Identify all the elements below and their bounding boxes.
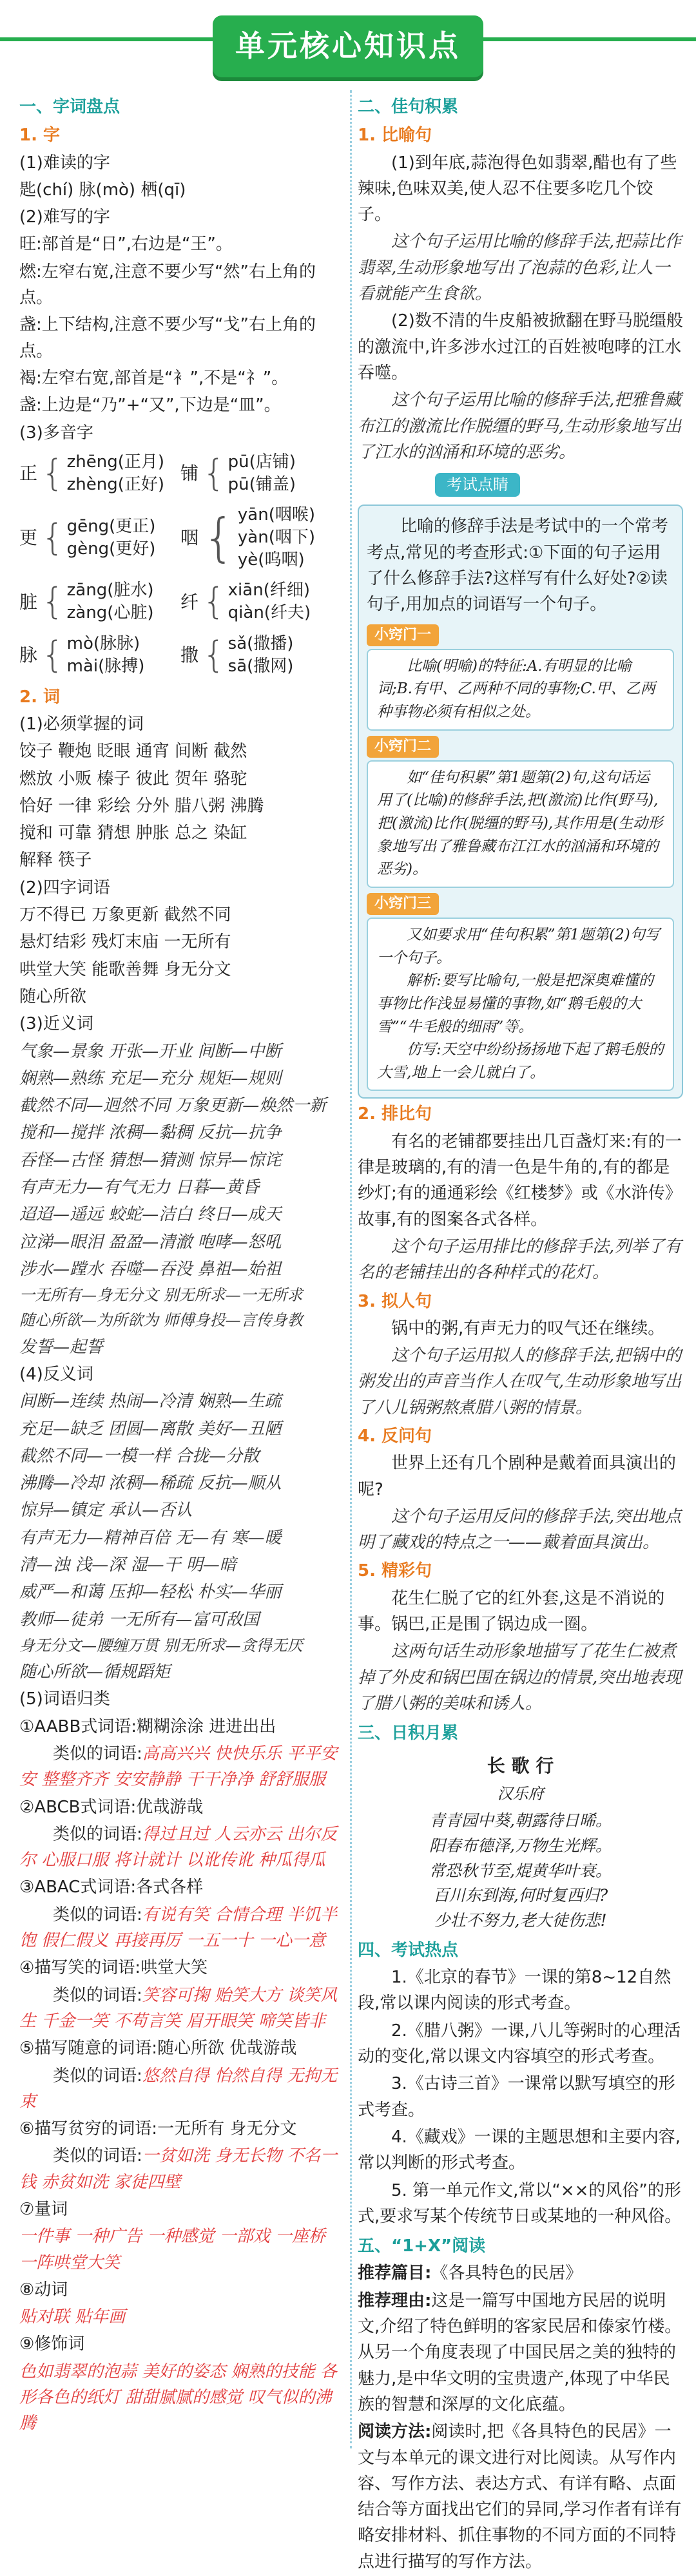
poem-line: 百川东到海,何时复西归? bbox=[432, 1886, 608, 1905]
polyphone: 咽 { yān(咽喉) yàn(咽下) yè(呜咽) bbox=[180, 505, 316, 570]
text: (2)四字词语 bbox=[19, 878, 110, 898]
word-row: 有声无力—有气无力 日暮—黄昏 bbox=[19, 1178, 260, 1198]
text: (3)多音字 bbox=[19, 423, 93, 443]
hotspot-item: 3.《古诗三首》一课常以默写填空的形式考查。 bbox=[358, 2074, 675, 2120]
section-title: 四、考试热点 bbox=[358, 1940, 459, 1960]
analysis: 这个句子运用比喻的修辞手法,把蒜比作翡翠,生动形象地写出了泡蒜的色彩,让人一看就能产生食欲。 bbox=[358, 232, 682, 304]
group-examples: 贴对联 贴年画 bbox=[19, 2307, 126, 2327]
tip-content: 比喻(明喻)的特征:A.有明显的比喻词;B.有甲、乙两种不同的事物;C.甲、乙两种事物必须有相似之处。 bbox=[367, 649, 674, 731]
poem-line: 常恐秋节至,焜黄华叶衰。 bbox=[429, 1861, 612, 1880]
word-row: 惊异—镇定 承认—否认 bbox=[19, 1501, 193, 1521]
word-row: 娴熟—熟练 充足—充分 规矩—规则 bbox=[19, 1068, 282, 1088]
tip-content: 又如要求用“佳句积累”第1题第(2)句写一个句子。 解析:要写比喻句,一般是把深奥难懂的事物比作浅显易懂的事物,如“鹅毛般的大雪”“牛毛般的细雨”等。 仿写:天空中纷纷扬扬地下起了鹅毛般的大雪,地上一会儿就白了。 bbox=[367, 918, 674, 1091]
tip-label: 小窍门三 bbox=[367, 893, 439, 915]
group-title: ⑦量词 bbox=[19, 2200, 68, 2219]
poem-line: 青青园中葵,朝露待日晞。 bbox=[429, 1811, 612, 1831]
subsection-title: 5. 精彩句 bbox=[358, 1561, 432, 1581]
word-row: 教师—徒弟 一无所有—富可敌国 bbox=[19, 1610, 260, 1629]
tip-label: 小窍门一 bbox=[367, 624, 439, 646]
word-row: 万不得已 万象更新 截然不同 bbox=[19, 905, 231, 925]
text: 盏:上边是“乃”+“又”,下边是“皿”。 bbox=[19, 396, 281, 416]
exam-tip-text: 比喻的修辞手法是考试中的一个常考考点,常见的考查形式:①下面的句子运用了什么修辞手法?这样写有什么好处?②读句子,用加点的词语写一个句子。 bbox=[367, 517, 669, 615]
poem-line: 少壮不努力,老大徒伤悲! bbox=[434, 1911, 607, 1930]
word-row: 悬灯结彩 残灯末庙 一无所有 bbox=[19, 932, 231, 952]
word-row: 截然不同—迥然不同 万象更新—焕然一新 bbox=[19, 1096, 327, 1116]
word-row: 涉水—蹚水 吞噬—吞没 鼻祖—始祖 bbox=[19, 1259, 282, 1279]
group-examples: 色如翡翠的泡蒜 美好的姿态 娴熟的技能 各形各色的纸灯 甜甜腻腻的感觉 叹气似的沸腾 bbox=[19, 2361, 337, 2434]
word-row: 发誓—起誓 bbox=[19, 1337, 104, 1357]
word-row: 搅和—搅拌 浓稠—黏稠 反抗—抗争 bbox=[19, 1123, 282, 1143]
reading-item: 推荐篇目:《各具特色的民居》 bbox=[358, 2264, 583, 2283]
column-divider bbox=[350, 90, 352, 2448]
text: (4)反义词 bbox=[19, 1364, 93, 1384]
banner-right-line bbox=[483, 37, 696, 41]
word-row: 饺子 鞭炮 眨眼 通宵 间断 截然 bbox=[19, 742, 247, 762]
polyphone: 纤 { xiān(纤细) qiàn(纤夫) bbox=[180, 581, 311, 623]
word-row: 身无分文—腰缠万贯 别无所求—贪得无厌 bbox=[19, 1636, 303, 1655]
example-sentence: 锅中的粥,有声无力的叹气还在继续。 bbox=[391, 1318, 665, 1338]
group-title: ②ABCB式词语:优哉游哉 bbox=[19, 1797, 204, 1817]
example-sentence: 世界上还有几个剧种是戴着面具演出的呢? bbox=[358, 1454, 677, 1499]
word-row: 充足—缺乏 团圆—离散 美好—丑陋 bbox=[19, 1419, 282, 1439]
polyphone: 脉 { mò(脉脉) mài(脉搏) bbox=[19, 633, 145, 676]
subsection-title: 4. 反问句 bbox=[358, 1426, 432, 1446]
word-row: 威严—和蔼 压抑—轻松 朴实—华丽 bbox=[19, 1582, 282, 1602]
text: 燃:左窄右宽,注意不要少写“然”右上角的点。 bbox=[19, 262, 316, 308]
polyphone: 铺 { pū(店铺) pū(铺盖) bbox=[180, 452, 296, 494]
polyphone: 更 { gēng(更正) gèng(更好) bbox=[19, 516, 156, 559]
word-row: 沸腾—冷却 浓稠—稀疏 反抗—顺从 bbox=[19, 1474, 282, 1494]
word-row: 泣涕—眼泪 盈盈—清澈 咆哮—怒吼 bbox=[19, 1232, 282, 1252]
section-title: 二、佳句积累 bbox=[358, 97, 459, 117]
right-column bbox=[358, 90, 683, 2576]
reading-item: 阅读方法:阅读时,把《各具特色的民居》一文与本单元的课文进行对比阅读。从写作内容、写作方法、表达方式、有详有略、点面结合等方面找出它们的异同,学习作者有详有略安排材料、抓住事物的不同方面的不同特点进行描写的写作方法。 bbox=[358, 2422, 682, 2571]
example-sentence: (1)到年底,蒜泡得色如翡翠,醋也有了些辣味,色味双美,使人忍不住要多吃几个饺子。 bbox=[358, 153, 677, 225]
word-row: 哄堂大笑 能歌善舞 身无分文 bbox=[19, 959, 231, 979]
group-examples: 类似的词语:有说有笑 合情合理 半饥半饱 假仁假义 再接再厉 一五一十 一心一意 bbox=[19, 1905, 338, 1951]
text: 旺:部首是“日”,右边是“王”。 bbox=[19, 235, 233, 255]
poem-title: 长 歌 行 bbox=[487, 1754, 554, 1776]
polyphone: 脏 { zāng(脏水) zàng(心脏) bbox=[19, 581, 154, 623]
hotspot-item: 5. 第一单元作文,常以“××的风俗”的形式,要求写某个传统节日或某地的一种风俗。 bbox=[358, 2180, 682, 2226]
group-examples: 类似的词语:笑容可掬 贻笑大方 谈笑风生 千金一笑 不苟言笑 眉开眼笑 啼笑皆非 bbox=[19, 1985, 338, 2031]
example-sentence: (2)数不清的牛皮船被掀翻在野马脱缰般的激流中,许多涉水过江的百姓被咆哮的江水吞噬。 bbox=[358, 311, 683, 383]
hotspot-item: 2.《腊八粥》一课,八儿等粥时的心理活动的变化,常以课文内容填空的形式考查。 bbox=[358, 2021, 681, 2067]
group-examples: 一件事 一种广告 一种感觉 一部戏 一座桥 一阵哄堂大笑 bbox=[19, 2227, 326, 2273]
tip-content: 如“佳句积累”第1题第(2)句,这句话运用了(比喻)的修辞手法,把(激流)比作(野马),把(激流)比作(脱缰的野马),其作用是(生动形象地写出了雅鲁藏布江江水的汹涌和环境的恶劣)。 bbox=[367, 760, 674, 888]
group-title: ⑥描写贫穷的词语:一无所有 身无分文 bbox=[19, 2119, 297, 2139]
subsection-title: 1. 比喻句 bbox=[358, 126, 432, 146]
word-row: 搅和 可靠 猜想 肿胀 总之 染缸 bbox=[19, 823, 247, 843]
poem-line: 阳春布德泽,万物生光辉。 bbox=[429, 1836, 612, 1855]
word-row: 随心所欲—循规蹈矩 bbox=[19, 1662, 171, 1682]
subsection-title: 3. 拟人句 bbox=[358, 1291, 432, 1311]
section-title: 一、字词盘点 bbox=[19, 97, 121, 117]
subsection-title: 1. 字 bbox=[19, 126, 61, 146]
section-title: 三、日积月累 bbox=[358, 1724, 459, 1744]
word-row: 随心所欲—为所欲为 师傅身投—言传身教 bbox=[19, 1311, 303, 1330]
group-examples: 类似的词语:悠然自得 怡然自得 无拘无束 bbox=[19, 2066, 338, 2111]
word-row: 迢迢—遥远 蛟蛇—洁白 终日—成天 bbox=[19, 1205, 282, 1225]
polyphone: 撒 { sǎ(撒播) sā(撒网) bbox=[180, 633, 294, 676]
exam-tip-tag: 考试点睛 bbox=[435, 473, 520, 497]
analysis: 这个句子运用比喻的修辞手法,把雅鲁藏布江的激流比作脱缰的野马,生动形象地写出了江水的汹涌和环境的恶劣。 bbox=[358, 390, 682, 462]
analysis: 这个句子运用排比的修辞手法,列举了有名的老铺挂出的各种样式的花灯。 bbox=[358, 1236, 682, 1283]
word-row: 间断—连续 热闹—冷清 娴熟—生疏 bbox=[19, 1392, 282, 1412]
group-title: ⑧动词 bbox=[19, 2280, 68, 2300]
group-title: ⑤描写随意的词语:随心所欲 优哉游哉 bbox=[19, 2039, 297, 2059]
poem-author: 汉乐府 bbox=[497, 1784, 544, 1803]
group-examples: 类似的词语:高高兴兴 快快乐乐 平平安安 整整齐齐 安安静静 干干净净 舒舒服服 bbox=[19, 1744, 338, 1790]
word-row: 随心所欲 bbox=[19, 986, 87, 1006]
word-row: 截然不同—一模一样 合拢—分散 bbox=[19, 1446, 260, 1466]
text: 匙(chí) 脉(mò) 栖(qī) bbox=[19, 180, 186, 200]
word-row: 解释 筷子 bbox=[19, 851, 92, 870]
group-examples: 类似的词语:得过且过 人云亦云 出尔反尔 心服口服 将计就计 以讹传讹 种瓜得瓜 bbox=[19, 1824, 338, 1870]
reading-item: 推荐理由:这是一篇写中国地方民居的说明文,介绍了特色鲜明的客家民居和傣家竹楼。从另一个角度表现了中国民居之美的独特的魅力,是中华文明的宝贵遗产,体现了中华民族的智慧和深厚的文化底蕴。 bbox=[358, 2291, 682, 2414]
group-title: ⑨修饰词 bbox=[19, 2334, 85, 2354]
page-title: 单元核心知识点 bbox=[213, 15, 483, 77]
word-row: 清—浊 浅—深 湿—干 明—暗 bbox=[19, 1555, 237, 1575]
text: (1)难读的字 bbox=[19, 153, 110, 173]
text: (1)必须掌握的词 bbox=[19, 715, 144, 734]
group-title: ③ABAC式词语:各式各样 bbox=[19, 1878, 204, 1898]
subsection-title: 2. 词 bbox=[19, 687, 61, 707]
example-sentence: 有名的老铺都要挂出几百盏灯来:有的一律是玻璃的,有的清一色是牛角的,有的都是纱灯;有的通通彩绘《红楼梦》或《水浒传》故事,有的图案各式各样。 bbox=[358, 1131, 682, 1229]
word-row: 一无所有—身无分文 别无所求—一无所求 bbox=[19, 1286, 303, 1305]
text: (5)词语归类 bbox=[19, 1689, 110, 1709]
word-row: 燃放 小贩 榛子 彼此 贺年 骆驼 bbox=[19, 769, 247, 789]
text: (3)近义词 bbox=[19, 1014, 93, 1034]
text: 盏:上下结构,注意不要少写“戈”右上角的点。 bbox=[19, 315, 316, 361]
section-title: 五、“1+X”阅读 bbox=[358, 2236, 486, 2256]
group-examples: 类似的词语:一贫如洗 身无长物 不名一钱 赤贫如洗 家徒四壁 bbox=[19, 2146, 338, 2192]
left-column bbox=[19, 90, 345, 2438]
word-row: 有声无力—精神百倍 无—有 寒—暖 bbox=[19, 1528, 282, 1548]
group-title: ④描写笑的词语:哄堂大笑 bbox=[19, 1958, 208, 1978]
group-title: ①AABB式词语:糊糊涂涂 进进出出 bbox=[19, 1716, 276, 1736]
hotspot-item: 4.《藏戏》一课的主题思想和主要内容,常以判断的形式考查。 bbox=[358, 2127, 681, 2173]
word-row: 恰好 一律 彩绘 分外 腊八粥 沸腾 bbox=[19, 796, 264, 816]
word-row: 气象—景象 开张—开业 间断—中断 bbox=[19, 1041, 282, 1061]
exam-tip-box bbox=[358, 505, 683, 1099]
text: (2)难写的字 bbox=[19, 207, 110, 227]
example-sentence: 花生仁脱了它的红外套,这是不消说的事。锅巴,正是围了锅边成一圈。 bbox=[358, 1588, 665, 1635]
analysis: 这个句子运用反问的修辞手法,突出地点明了藏戏的特点之一——戴着面具演出。 bbox=[358, 1506, 682, 1553]
subsection-title: 2. 排比句 bbox=[358, 1104, 432, 1124]
tip-label: 小窍门二 bbox=[367, 736, 439, 758]
polyphone: 正 { zhēng(正月) zhèng(正好) bbox=[19, 452, 165, 494]
poem bbox=[358, 1752, 683, 1934]
text: 褐:左窄右宽,部首是“衤”,不是“礻”。 bbox=[19, 368, 289, 388]
hotspot-item: 1.《北京的春节》一课的第8~12自然段,常以课内阅读的形式考查。 bbox=[358, 1968, 672, 2014]
word-row: 吞怪—古怪 猜想—猜测 惊异—惊诧 bbox=[19, 1150, 282, 1170]
analysis: 这个句子运用拟人的修辞手法,把锅中的粥发出的声音当作人在叹气,生动形象地写出了八儿锅粥熬煮腊八粥的情景。 bbox=[358, 1346, 682, 1418]
banner-left-line bbox=[0, 37, 213, 41]
analysis: 这两句话生动形象地描写了花生仁被煮掉了外皮和锅巴围在锅边的情景,突出地表现了腊八粥的美味和诱人。 bbox=[358, 1642, 682, 1713]
